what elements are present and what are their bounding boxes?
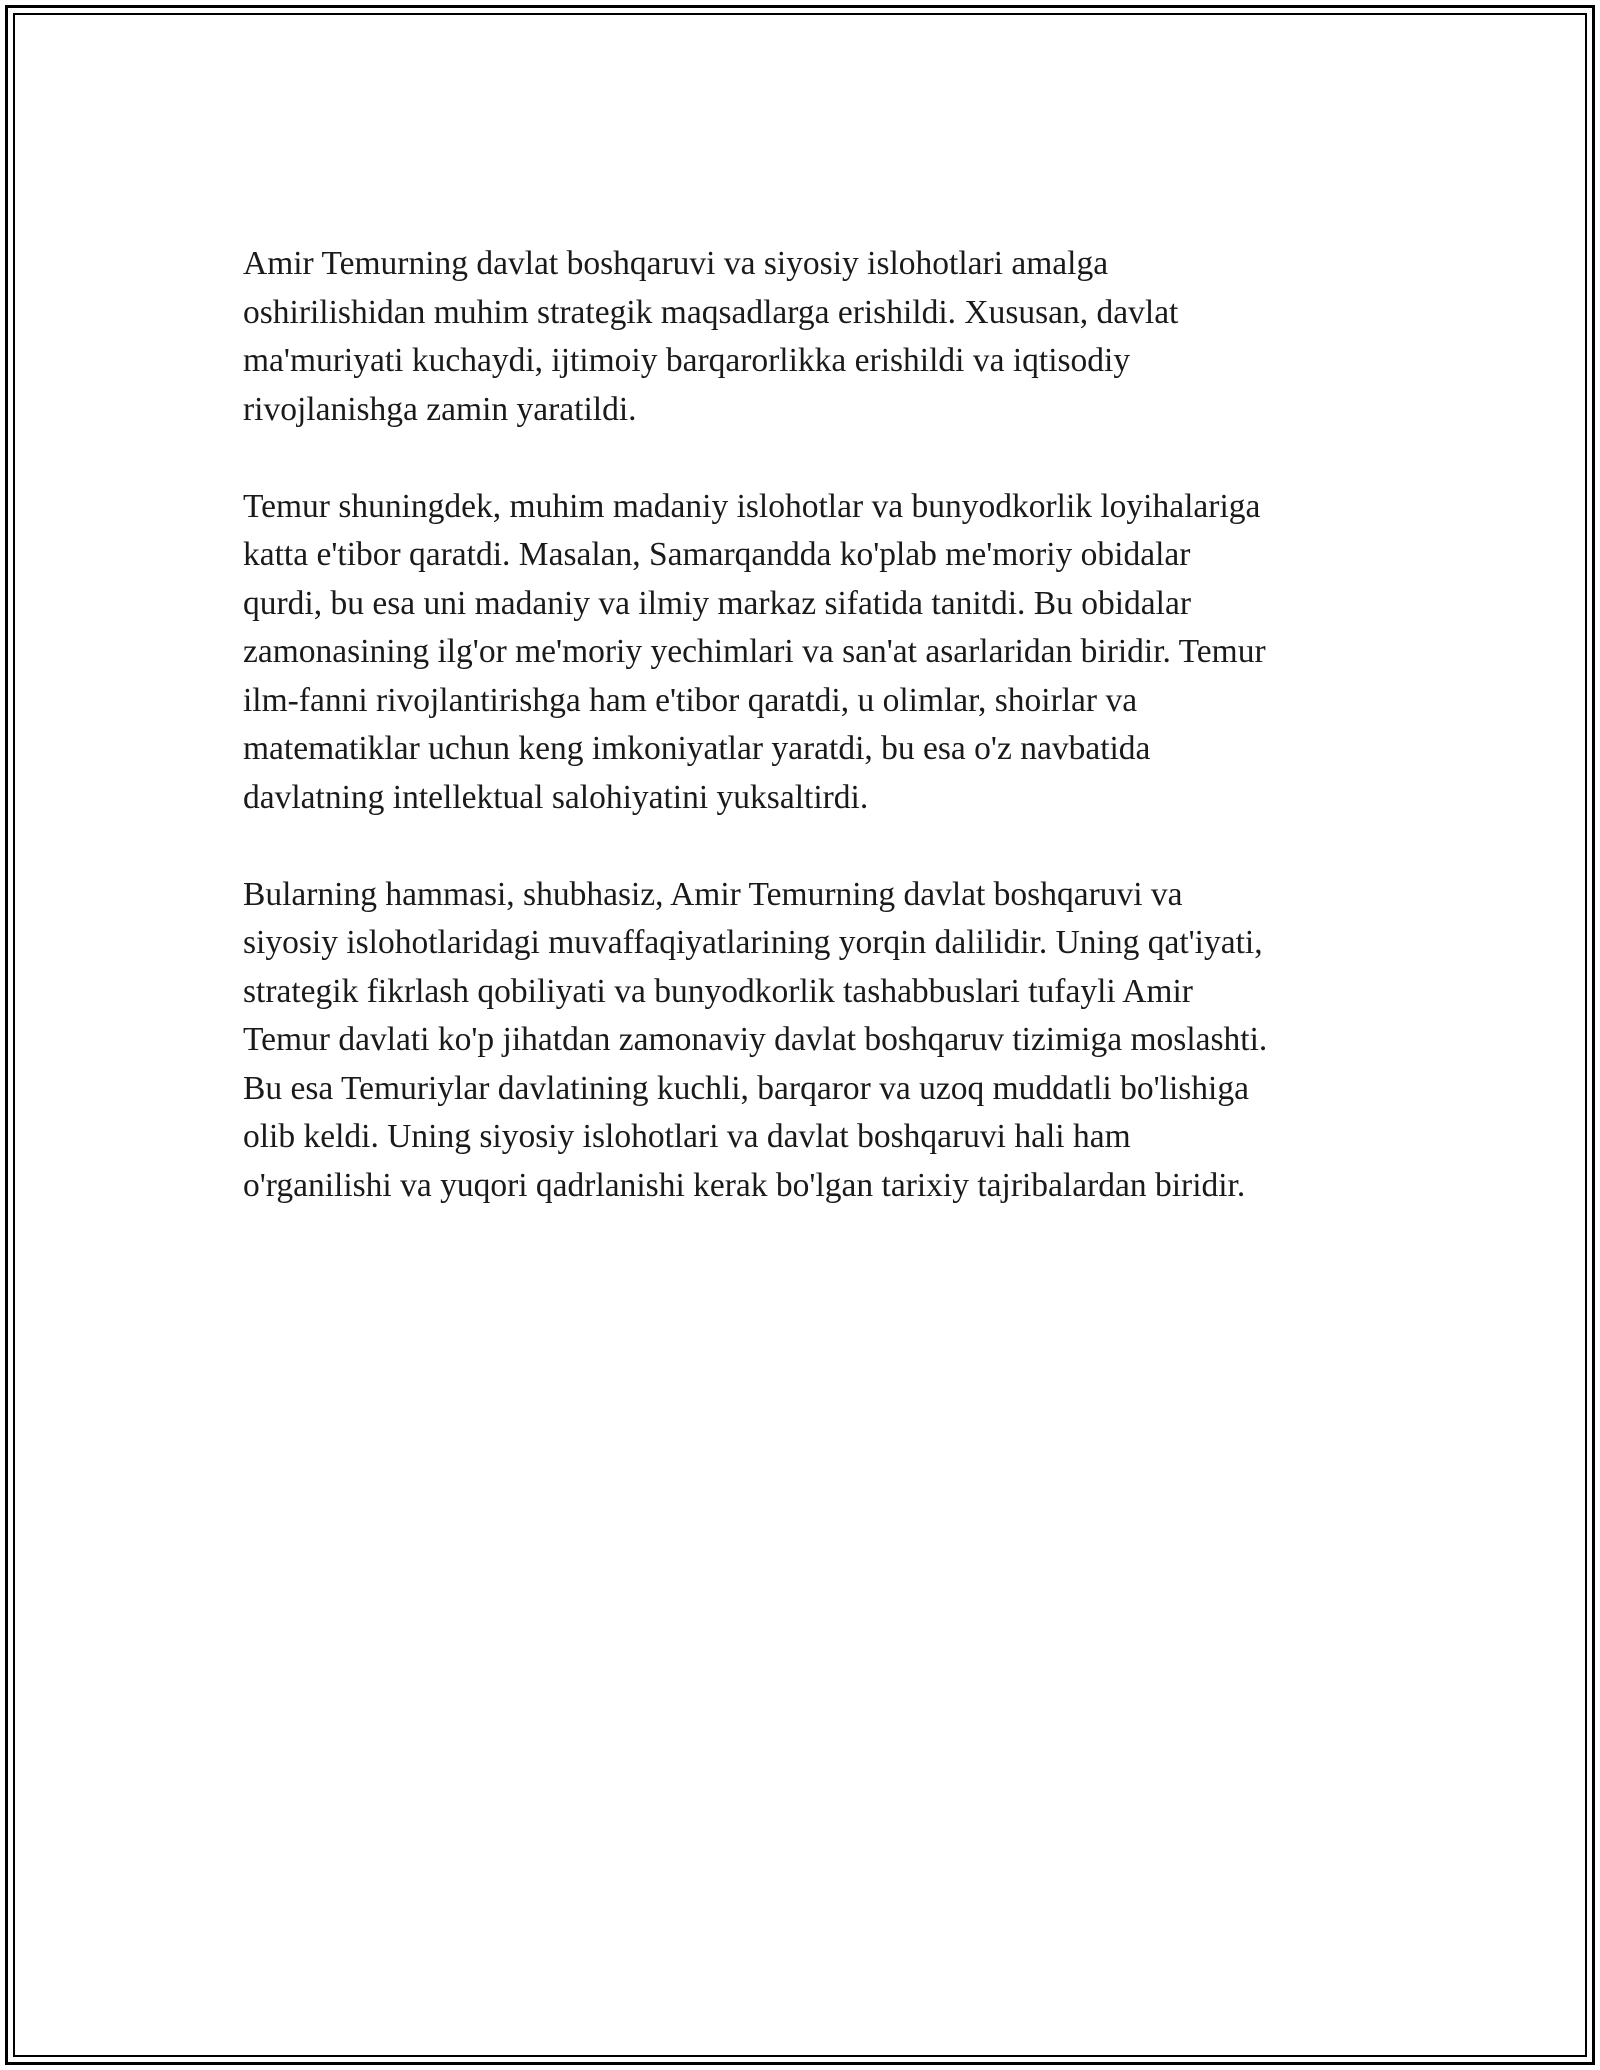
paragraph-line: olib keldi. Uning siyosiy islohotlari va davlat boshqaruvi hali ham <box>243 1118 1131 1155</box>
paragraph-3 <box>243 871 1393 1211</box>
paragraph-line: rivojlanishga zamin yaratildi. <box>243 390 637 428</box>
paragraph-2 <box>243 483 1393 823</box>
paragraph-line: Bularning hammasi, shubhasiz, Amir Temurning davlat boshqaruvi va <box>243 875 1183 913</box>
paragraph-line: Bu esa Temuriylar davlatining kuchli, barqaror va uzoq muddatli bo'lishiga <box>243 1069 1249 1107</box>
document-body <box>243 240 1393 1210</box>
paragraph-line: oshirilishidan muhim strategik maqsadlarga erishildi. Xususan, davlat <box>243 293 1179 331</box>
paragraph-line: ilm-fanni rivojlantirishga ham e'tibor qaratdi, u olimlar, shoirlar va <box>243 681 1138 719</box>
paragraph-line: Temur shuningdek, muhim madaniy islohotlar va bunyodkorlik loyihalariga <box>243 487 1261 525</box>
paragraph-line: katta e'tibor qaratdi. Masalan, Samarqandda ko'plab me'moriy obidalar <box>243 536 1191 573</box>
paragraph-line: o'rganilishi va yuqori qadrlanishi kerak bo'lgan tarixiy tajribalardan biridir. <box>243 1166 1246 1204</box>
paragraph-1 <box>243 240 1393 434</box>
paragraph-line: ma'muriyati kuchaydi, ijtimoiy barqarorlikka erishildi va iqtisodiy <box>243 342 1131 379</box>
paragraph-line: siyosiy islohotlaridagi muvaffaqiyatlarining yorqin dalilidir. Uning qat'iyati, <box>243 924 1263 961</box>
paragraph-line: Temur davlati ko'p jihatdan zamonaviy davlat boshqaruv tizimiga moslashti. <box>243 1021 1268 1058</box>
paragraph-line: davlatning intellektual salohiyatini yuksaltirdi. <box>243 778 869 816</box>
paragraph-line: strategik fikrlash qobiliyati va bunyodkorlik tashabbuslari tufayli Amir <box>243 972 1193 1010</box>
paragraph-line: Amir Temurning davlat boshqaruvi va siyosiy islohotlari amalga <box>243 245 1109 282</box>
paragraph-line: qurdi, bu esa uni madaniy va ilmiy markaz sifatida tanitdi. Bu obidalar <box>243 584 1191 622</box>
paragraph-line: zamonasining ilg'or me'moriy yechimlari va san'at asarlaridan biridir. Temur <box>243 633 1266 670</box>
page-frame <box>5 5 1595 2065</box>
paragraph-line: matematiklar uchun keng imkoniyatlar yaratdi, bu esa o'z navbatida <box>243 730 1151 767</box>
